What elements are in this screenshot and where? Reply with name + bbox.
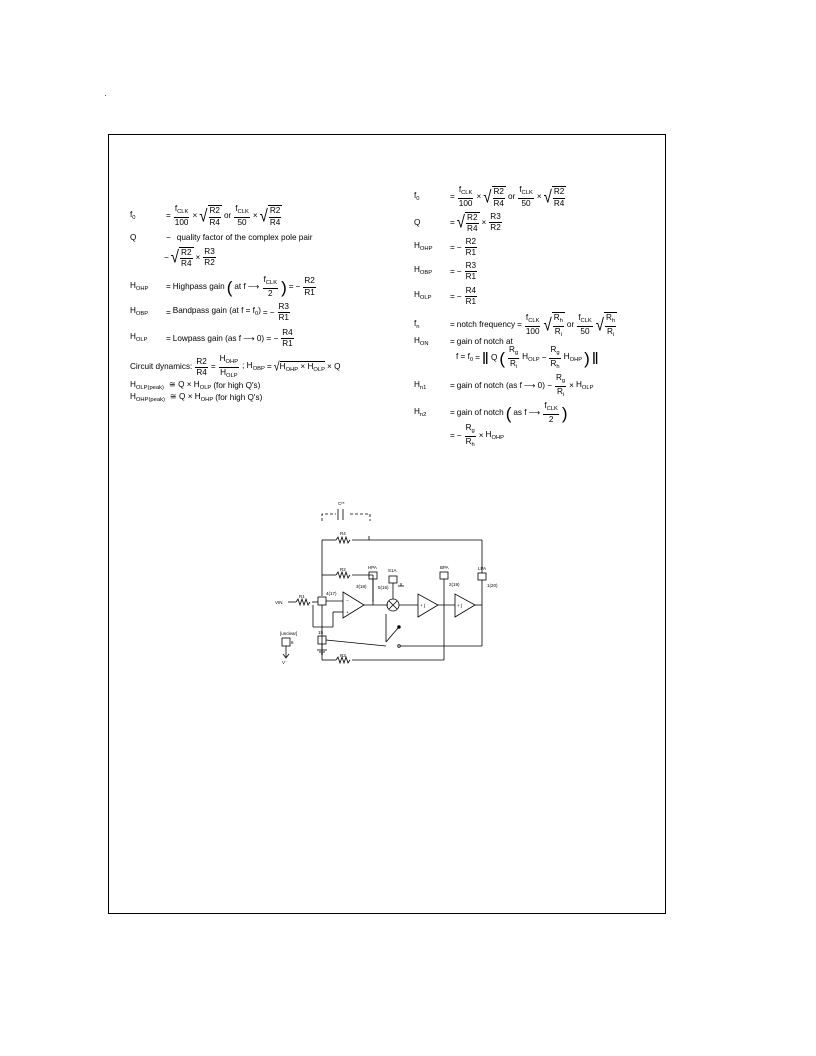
right-hobp-equation: $H_{OBP}$ = − $\frac{R3}{R1}$: [414, 261, 477, 282]
right-hn2-formula: = − $\frac{R_g}{R_h}$ × $H_{OHP}$: [450, 423, 505, 448]
opamp-minus-sign: −: [346, 598, 349, 603]
label-lpa: LPA: [478, 566, 487, 571]
left-f0-equation: $f_0$ = $\frac{f_{CLK}}{100}$ × √ $\frac{R2}{R4}$ or $\frac{f_{CLK}}{50}$ × √ $\frac{R2}{R4}$: [130, 204, 281, 227]
label-s1a: S1A: [388, 568, 397, 573]
label-r2: R2: [340, 567, 346, 572]
f0-label: f: [130, 209, 133, 219]
left-circuit-dynamics: Circuit dynamics: $\frac{R2}{R4}$ = $\frac{H_{OHP}}{H_{OLP}}$ ; $H_{OBP}$ = √ $H_{OHP} \times H_{OLP}$ × Q: [130, 354, 341, 379]
label-pin15: 15: [318, 630, 324, 635]
label-bpa: BPA: [440, 565, 449, 570]
label-pin2: 2(19): [449, 582, 460, 587]
sqrt-r2-r4: √ $\frac{R2}{R4}$: [199, 206, 220, 227]
right-q-equation: Q = √ $\frac{R2}{R4}$ × $\frac{R3}{R2}$: [414, 212, 501, 234]
left-holp-equation: $H_{OLP}$ = Lowpass gain (as f ⟶ 0) = − $\frac{R4}{R1}$: [130, 328, 293, 349]
left-q-definition: Q − quality factor of the complex pole pair: [130, 233, 313, 242]
label-pin5: 5(16): [378, 585, 389, 590]
label-pin1: 1(20): [487, 583, 498, 588]
label-r1: R1: [299, 594, 305, 599]
fclk-over-50: $\frac{f_{CLK}}{50}$: [235, 204, 249, 227]
q-label: Q: [130, 233, 137, 242]
resistor-r2: [336, 572, 350, 578]
label-hpa: HPA: [368, 565, 377, 570]
cc-bracket: [322, 514, 370, 521]
label-vminus: V⁻: [282, 660, 288, 665]
right-holp-equation: $H_{OLP}$ = − $\frac{R4}{R1}$: [414, 286, 477, 307]
label-pin3: 3(18): [356, 584, 367, 589]
right-hn2-equation: $H_{n2}$ = gain of notch ( as f ⟶ $\frac{f_{CLK}}{2}$ ): [414, 401, 568, 424]
right-hon-definition: $H_{ON}$ = gain of notch at: [414, 336, 513, 347]
left-q-formula: − √ $\frac{R2}{R4}$ × $\frac{R3}{R2}$: [164, 247, 215, 269]
label-pin4: 4(17): [326, 591, 337, 596]
label-r4: R4: [340, 531, 346, 536]
label-cc: Cᶜ*: [338, 501, 345, 506]
resistor-r4: [336, 537, 350, 543]
left-hohp-peak: $H_{OHP(peak)}$ ≅ $Q \times H_{OHP}$ (for high Q's): [130, 392, 263, 403]
left-hobp-equation: $H_{OBP}$ = Bandpass gain (at $f = f_0$) = − $\frac{R3}{R1}$: [130, 302, 289, 323]
fclk-over-100: $\frac{f_{CLK}}{100}$: [174, 204, 189, 227]
right-fn-equation: $f_n$ = notch frequency = $\frac{f_{CLK}}{100}$ √ $\frac{R_h}{R_i}$ or $\frac{f_{CLK}}{50}$ √ $\frac{R_h}{R_i}$: [414, 313, 616, 338]
right-f0-equation: $f_0$ = $\frac{f_{CLK}}{100}$ × √ $\frac{R2}{R4}$ or $\frac{f_{CLK}}{50}$ × √ $\frac{R2}{R4}$: [414, 185, 565, 208]
left-holp-peak: $H_{OLP(peak)}$ ≅ $Q \times H_{OLP}$ (for high Q's): [130, 380, 261, 391]
resistor-r1: [296, 599, 310, 605]
label-pin6: 6: [291, 640, 294, 645]
right-hohp-equation: $H_{OHP}$ = − $\frac{R2}{R1}$: [414, 237, 477, 258]
left-hohp-equation: $H_{OHP}$ = Highpass gain ( at f ⟶ $\frac{f_{CLK}}{2}$ ) = − $\frac{R2}{R1}$: [130, 275, 315, 298]
sab-terminal: [282, 638, 290, 646]
label-sab: [unclear]: [280, 631, 298, 636]
right-hn1-equation: $H_{n1}$ = gain of notch (as f ⟶ 0) − $\frac{R_g}{R_i}$ × $H_{OLP}$: [414, 373, 594, 398]
right-hon-formula: $f = f_0$ = ‖ Q ( $\frac{R_g}{R_i}$ $H_{OLP}$ − $\frac{R_g}{R_h}$ $H_{OHP}$ ) ‖: [456, 345, 599, 370]
switch-blade: [386, 628, 398, 642]
s1a-terminal: [389, 576, 397, 583]
bpa-terminal: [440, 572, 448, 579]
opamp-plus-sign: +: [346, 610, 349, 615]
integ1-sign: + ∫: [420, 603, 426, 608]
pin4-node: [318, 597, 326, 605]
lpa-terminal: [478, 573, 486, 580]
label-vin: VIN: [275, 600, 283, 605]
integ2-sign: + ∫: [457, 603, 463, 608]
label-r3: R3: [340, 653, 346, 658]
